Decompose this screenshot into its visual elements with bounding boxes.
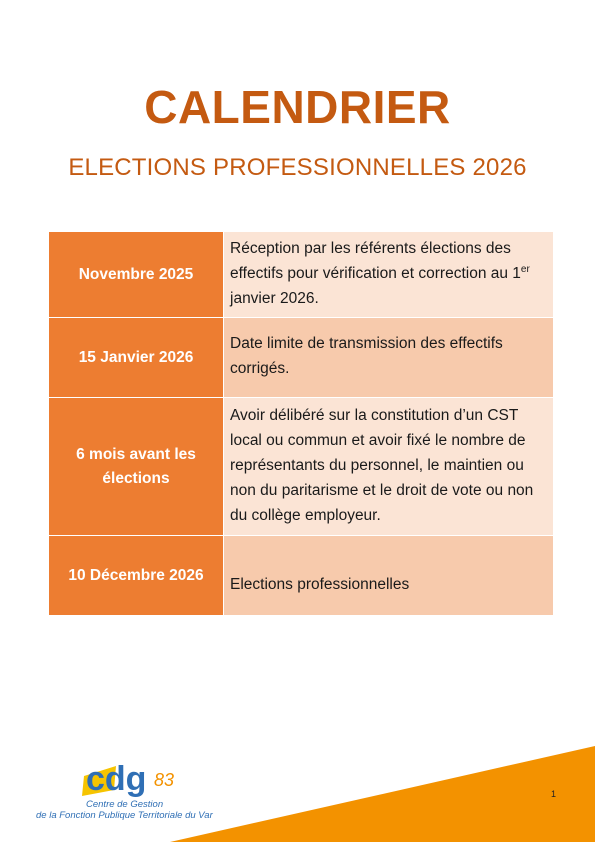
logo-mark: cdg <box>86 760 147 798</box>
description-cell: Avoir délibéré sur la constitution d’un CST local ou commun et avoir fixé le nombre de représentants du personnel, le maintien ou non du paritarisme et le droit de vote ou non du collège employeur. <box>224 398 554 536</box>
date-cell: 15 Janvier 2026 <box>49 318 224 398</box>
page-subtitle: ELECTIONS PROFESSIONNELLES 2026 <box>68 154 527 181</box>
date-cell: 6 mois avant les élections <box>49 398 224 536</box>
page-number: 1 <box>551 789 557 799</box>
description-text-tail: janvier 2026. <box>230 289 319 307</box>
description-cell: Date limite de transmission des effectifs corrigés. <box>224 318 554 398</box>
logo-caption <box>36 799 216 821</box>
page-title: CALENDRIER <box>144 81 451 133</box>
logo-number: 83 <box>154 770 175 790</box>
date-cell: Novembre 2025 <box>49 232 224 318</box>
logo-line-2: de la Fonction Publique Territoriale du Var <box>36 810 213 821</box>
logo-line-1: Centre de Gestion <box>86 799 164 810</box>
description-cell: Elections professionnelles <box>224 536 554 616</box>
superscript-text: er <box>520 263 530 275</box>
date-cell: 10 Décembre 2026 <box>49 536 224 616</box>
description-text: Réception par les référents élections des effectifs pour vérification et correction au 1 <box>230 239 521 282</box>
